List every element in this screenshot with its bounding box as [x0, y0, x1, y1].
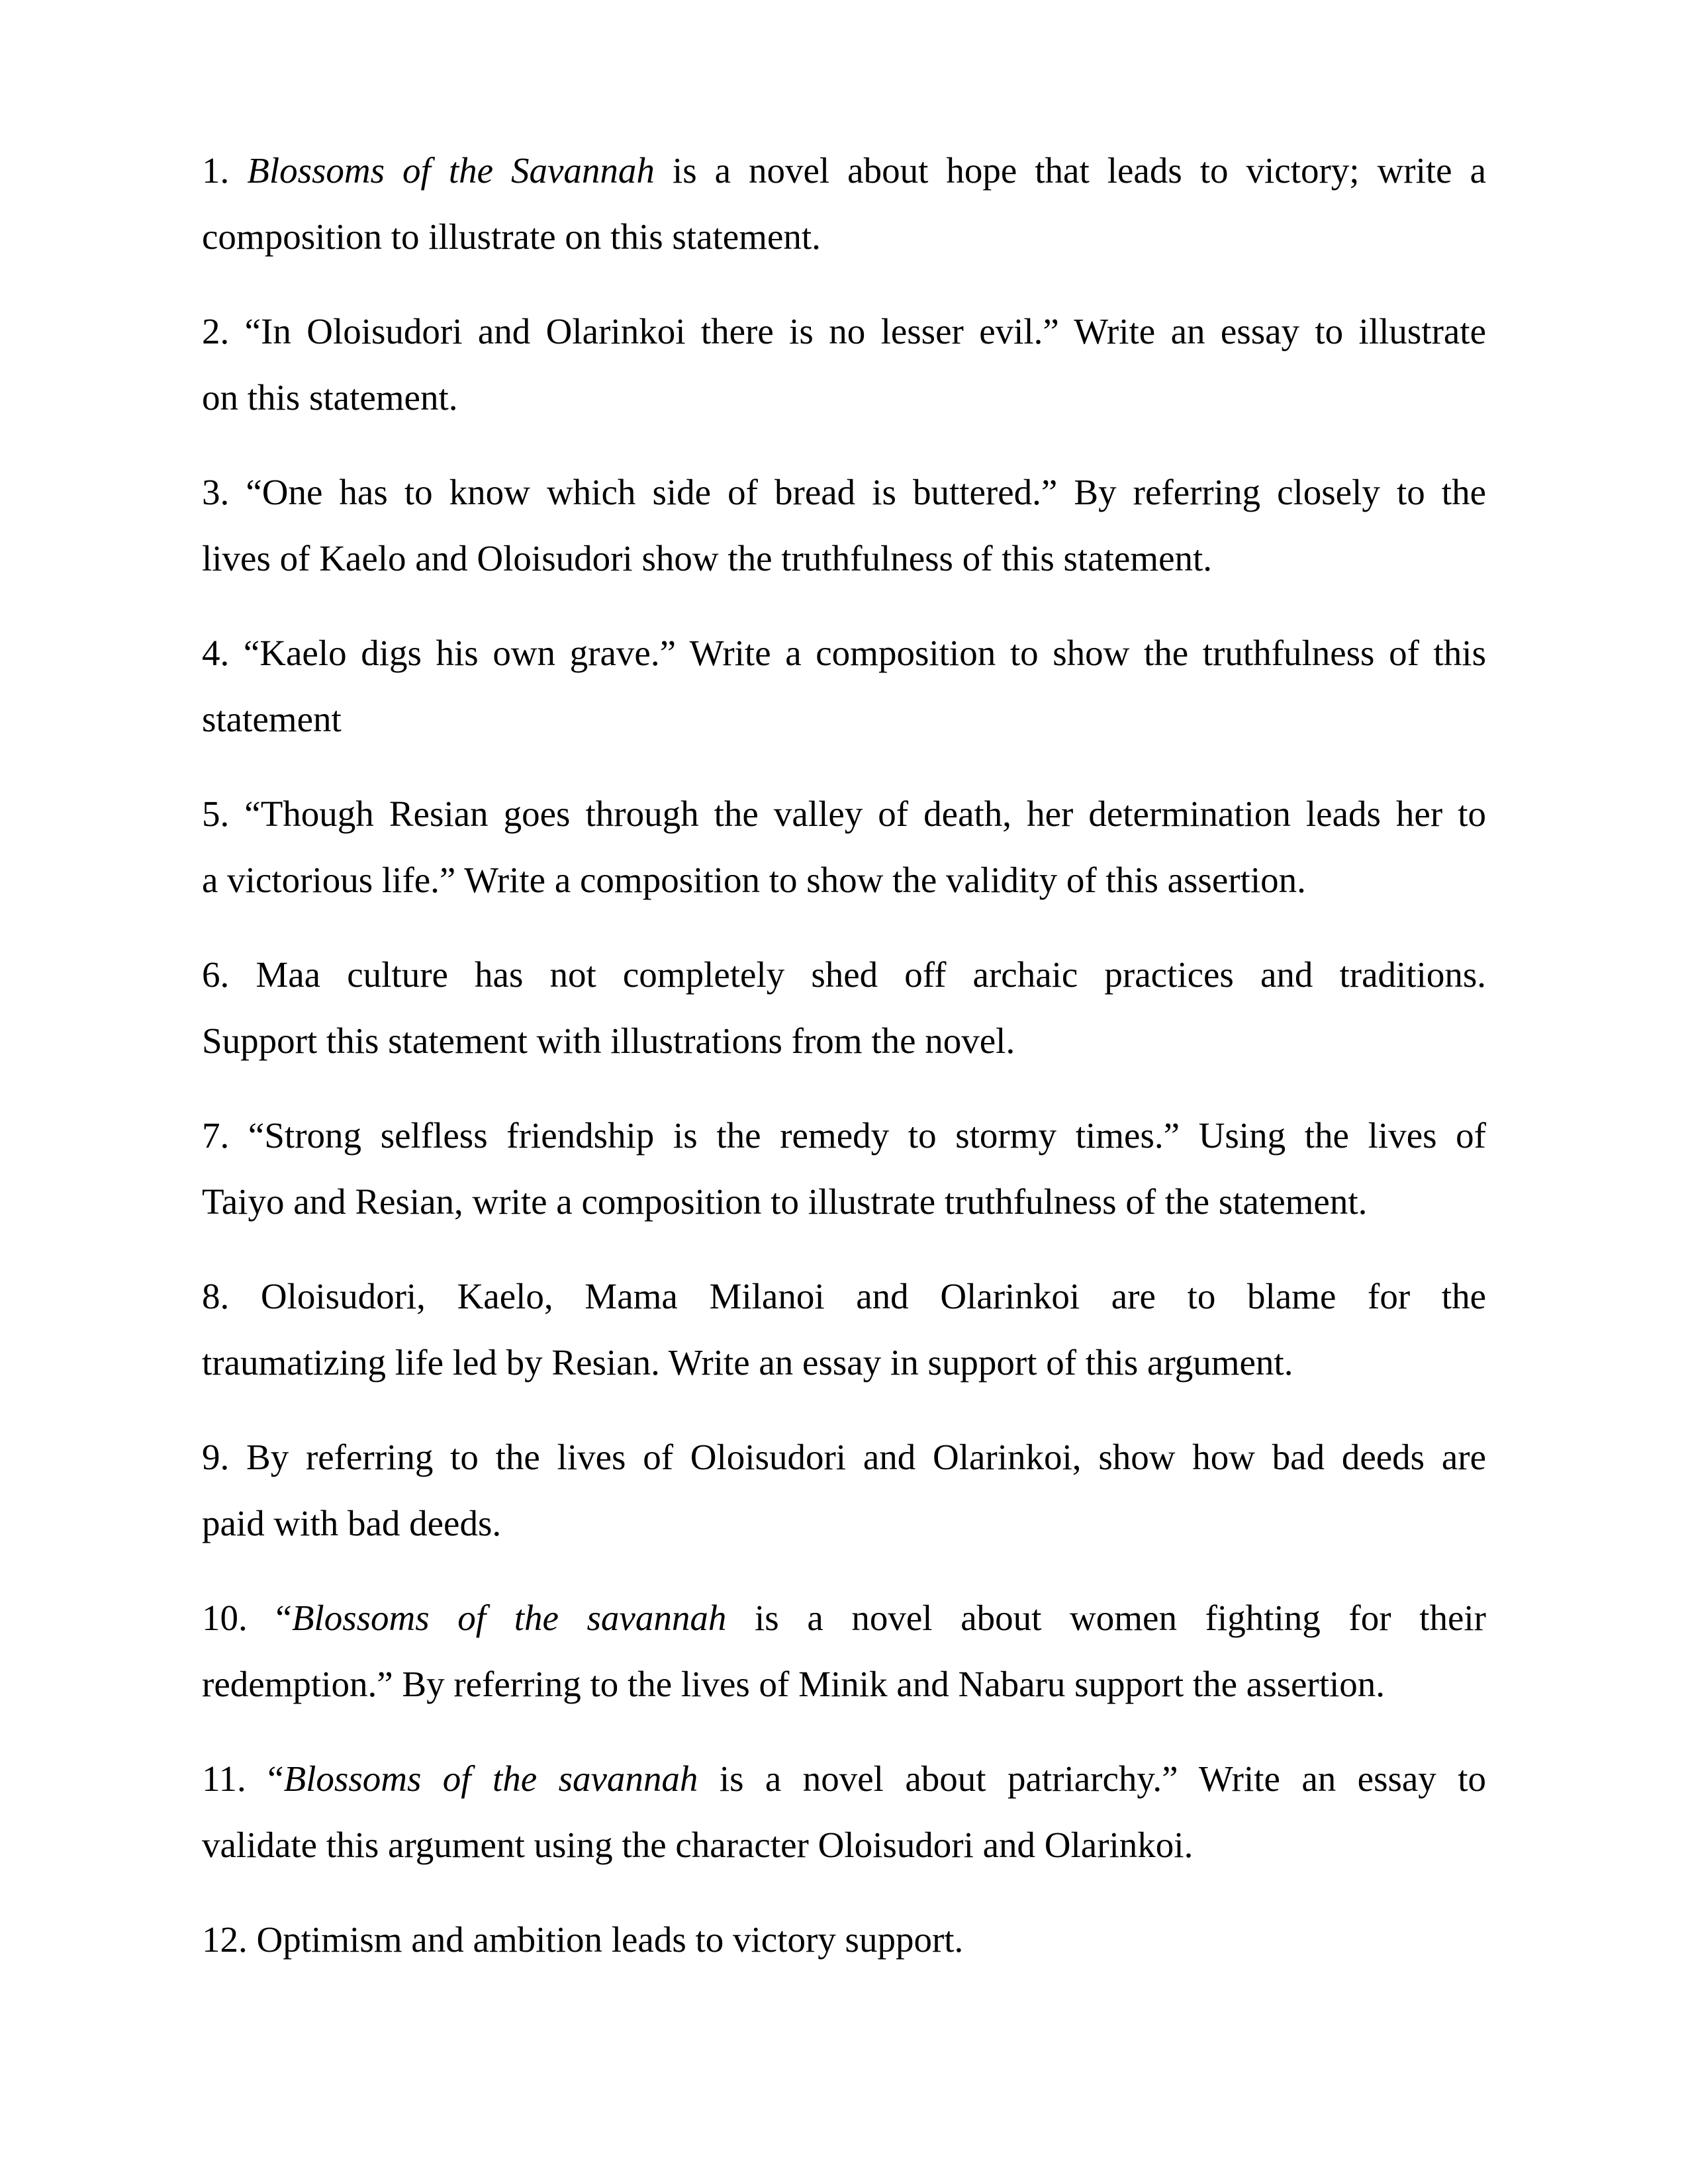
question-text-segment: redemption.” By referring to the lives of Minik and Nabaru support the assertion.: [202, 1664, 1385, 1704]
question-6: [202, 942, 1486, 1074]
question-text-segment: 6. Maa culture has not completely shed off archaic practices and traditions.: [202, 954, 1486, 995]
question-11-line: [202, 1812, 1486, 1878]
question-text-segment: paid with bad deeds.: [202, 1503, 502, 1543]
question-12: [202, 1907, 1486, 1973]
question-5: [202, 781, 1486, 913]
question-text-segment: is a novel about women fighting for their: [726, 1598, 1486, 1638]
question-text-segment: traumatizing life led by Resian. Write an essay in support of this argument.: [202, 1342, 1293, 1383]
question-5-line: [202, 847, 1486, 913]
question-7-line: [202, 1169, 1486, 1235]
question-text-segment: 4. “Kaelo digs his own grave.” Write a composition to show the truthfulness of this: [202, 633, 1486, 673]
question-4-line: [202, 620, 1486, 686]
question-2: [202, 298, 1486, 431]
question-text-segment: 12. Optimism and ambition leads to victory support.: [202, 1919, 964, 1960]
question-3: [202, 459, 1486, 592]
question-text-segment: lives of Kaelo and Oloisudori show the truthfulness of this statement.: [202, 538, 1213, 578]
book-title-italic: Blossoms of the Savannah: [247, 150, 655, 191]
question-9-line: [202, 1424, 1486, 1490]
question-1-line: [202, 138, 1486, 204]
question-8-line: [202, 1330, 1486, 1396]
question-text-segment: 5. “Though Resian goes through the valley of death, her determination leads her to: [202, 794, 1486, 834]
question-11: [202, 1746, 1486, 1878]
question-4-line: [202, 686, 1486, 752]
question-3-line: [202, 459, 1486, 525]
question-4: [202, 620, 1486, 752]
question-text-segment: 10. “: [202, 1598, 292, 1638]
question-text-segment: 11. “: [202, 1758, 284, 1799]
question-text-segment: validate this argument using the character Oloisudori and Olarinkoi.: [202, 1825, 1194, 1865]
question-7: [202, 1103, 1486, 1235]
question-1-line: [202, 204, 1486, 270]
question-8-line: [202, 1263, 1486, 1330]
question-text-segment: on this statement.: [202, 377, 458, 418]
question-11-line: [202, 1746, 1486, 1812]
question-text-segment: a victorious life.” Write a composition to show the validity of this assertion.: [202, 860, 1306, 900]
book-title-italic: Blossoms of the savannah: [283, 1758, 698, 1799]
question-12-line: [202, 1907, 1486, 1973]
question-10: [202, 1585, 1486, 1717]
question-text-segment: 1.: [202, 150, 248, 191]
question-8: [202, 1263, 1486, 1396]
questions-list: [202, 138, 1486, 1973]
question-text-segment: 9. By referring to the lives of Oloisudori and Olarinkoi, show how bad deeds are: [202, 1437, 1486, 1477]
question-10-line: [202, 1585, 1486, 1651]
question-text-segment: is a novel about patriarchy.” Write an essay to: [698, 1758, 1486, 1799]
question-text-segment: 3. “One has to know which side of bread is buttered.” By referring closely to the: [202, 472, 1486, 512]
question-text-segment: 7. “Strong selfless friendship is the remedy to stormy times.” Using the lives of: [202, 1115, 1486, 1156]
question-text-segment: Taiyo and Resian, write a composition to illustrate truthfulness of the statement.: [202, 1181, 1368, 1222]
question-6-line: [202, 942, 1486, 1008]
question-5-line: [202, 781, 1486, 847]
question-9: [202, 1424, 1486, 1557]
question-6-line: [202, 1008, 1486, 1074]
question-10-line: [202, 1651, 1486, 1717]
question-7-line: [202, 1103, 1486, 1169]
question-text-segment: 2. “In Oloisudori and Olarinkoi there is no lesser evil.” Write an essay to illustrate: [202, 311, 1486, 351]
question-text-segment: 8. Oloisudori, Kaelo, Mama Milanoi and Olarinkoi are to blame for the: [202, 1276, 1486, 1316]
book-title-italic: Blossoms of the savannah: [291, 1598, 727, 1638]
question-9-line: [202, 1490, 1486, 1557]
question-text-segment: is a novel about hope that leads to victory; write a: [654, 150, 1486, 191]
question-1: [202, 138, 1486, 270]
question-2-line: [202, 298, 1486, 365]
question-2-line: [202, 365, 1486, 431]
question-text-segment: statement: [202, 699, 342, 739]
question-text-segment: composition to illustrate on this statement.: [202, 216, 821, 257]
question-text-segment: Support this statement with illustrations from the novel.: [202, 1021, 1015, 1061]
question-3-line: [202, 525, 1486, 592]
